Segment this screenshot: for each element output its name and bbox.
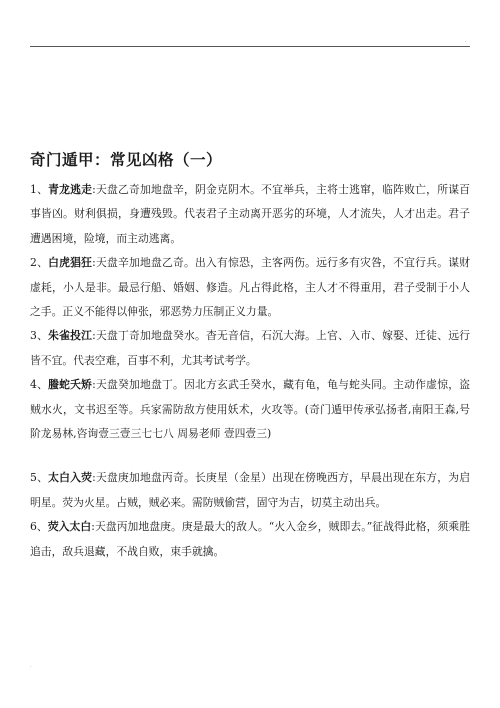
entry-text: 天盘乙奇加地盘辛，阴金克阴木。不宜举兵，主将士逃窜，临阵败亡，所谋百事皆凶。财利俱损，身遭残毁。代表君子主动离开恶劣的环境，人才流失，人才出走。君子遭遇困境，险境，而主动逃离。: [30, 183, 471, 245]
entry-name: 太白入荧: [48, 471, 93, 485]
entry-2: [30, 251, 470, 324]
entry-6: [30, 515, 470, 564]
entry-number: 1、: [30, 183, 49, 196]
entry-name: 青龙逃走: [48, 183, 93, 196]
entry-text: 天盘癸加地盘丁。因北方玄武壬癸水，藏有龟，龟与蛇头同。主动作虚惊，盗贼水火，文书迟至等。兵家需防敌方使用妖术，火攻等。(奇门遁甲传承弘扬者,南阳王森,号阶龙易林,咨询壹三壹三七七八 周易老师 壹四壹三): [30, 378, 471, 441]
entry-colon: :: [92, 378, 96, 392]
entry-number: 5、: [30, 471, 49, 485]
entry-number: 6、: [30, 520, 48, 534]
entry-3: [30, 324, 470, 373]
corner-mark-top: .: [465, 38, 467, 44]
entry-name: 朱雀投江: [48, 329, 93, 343]
entry-number: 4、: [30, 378, 49, 392]
entry-colon: :: [91, 520, 95, 534]
entry-text: 天盘丁奇加地盘癸水。杳无音信，石沉大海。上官、入市、嫁娶、迁徒、远行皆不宜。代表空难，百事不利，尤其考试考学。: [30, 329, 471, 367]
entry-name: 荧入太白: [47, 520, 92, 534]
entry-5: [30, 466, 470, 515]
section-gap: [30, 446, 470, 466]
entry-text: 天盘辛加地盘乙奇。出入有惊恐，主客两伤。远行多有灾咎，不宜行兵。谋财虚耗，小人是非。最忌行船、婚姻、修造。凡占得此格，主人才不得重用，君子受制于小人之手。正义不能得以伸张，邪恶势力压制正义力量。: [30, 256, 471, 319]
document-title: 奇门遁甲：常见凶格（一）: [30, 150, 223, 169]
entry-colon: :: [92, 256, 96, 270]
entry-number: 3、: [30, 329, 49, 343]
entry-1: [30, 178, 470, 251]
entry-number: 2、: [30, 256, 49, 270]
entry-name: 螣蛇夭矫: [48, 378, 93, 392]
entry-4: [30, 373, 470, 446]
document-body: [30, 150, 470, 564]
entry-colon: :: [92, 471, 96, 485]
entry-name: 白虎猖狂: [48, 256, 93, 270]
entry-colon: :: [92, 329, 96, 343]
corner-mark-bottom: .: [30, 663, 32, 669]
entry-text: 天盘丙加地盘庚。庚是最大的敌人。“火入金乡，贼即去。”征战得此格，须乘胜追击，敌兵退藏，不战自败，束手就擒。: [30, 520, 471, 558]
entry-text: 天盘庚加地盘丙奇。长庚星（金星）出现在傍晚西方，早晨出现在东方，为启明星。荧为火星。占贼，贼必来。需防贼偷营，固守为吉，切莫主动出兵。: [30, 471, 471, 509]
entry-colon: :: [92, 183, 96, 196]
header-rule: [30, 46, 470, 47]
